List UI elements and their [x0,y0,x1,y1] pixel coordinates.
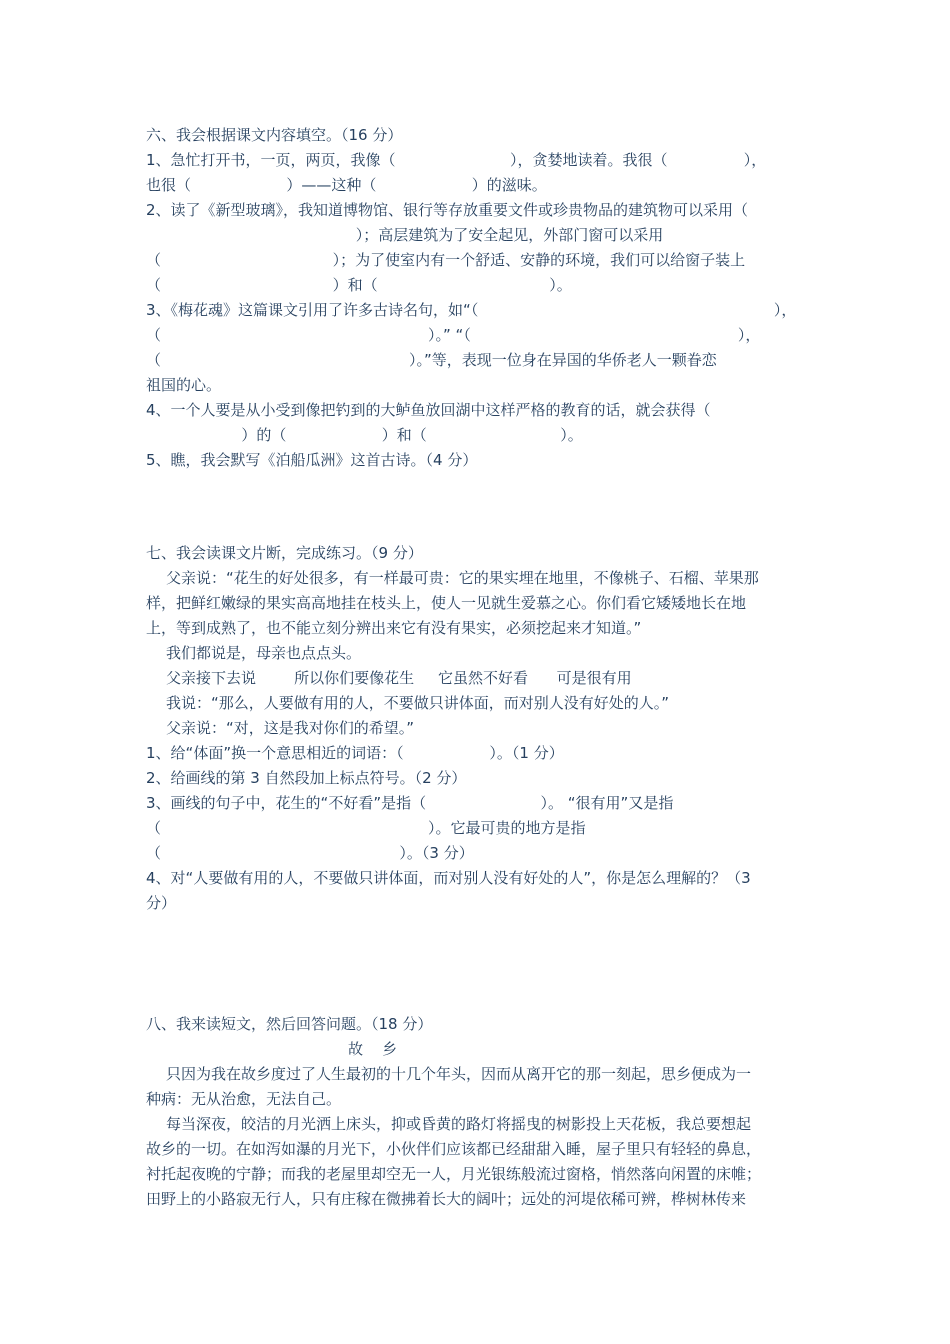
section6-line-13: 5、瞧，我会默写《泊船瓜洲》这首古诗。（4 分） [146,451,478,469]
section7-passage-2: 样，把鲜红嫩绿的果实高高地挂在枝头上，使人一见就生爱慕之心。你们看它矮矮地长在地 [146,594,747,612]
section7-passage-3: 上，等到成熟了，也不能立刻分辨出来它有没有果实，必须挖起来才知道。” [146,619,642,637]
section8-passage-4: 故乡的一切。在如泻如瀑的月光下，小伙伴们应该都已经甜甜入睡，屋子里只有轻轻的鼻息， [146,1140,762,1158]
section7-question-3: 3、画线的句子中，花生的“不好看”是指（ ）。 “很有用”又是指 [146,794,674,812]
section8-article-title: 故 乡 [348,1040,398,1058]
section6-line-5: （ ）；为了使室内有一个舒适、安静的环境，我们可以给窗子装上 [146,251,746,269]
section6-line-3: 2、读了《新型玻璃》，我知道博物馆、银行等存放重要文件或珍贵物品的建筑物可以采用（ [146,201,749,219]
section8-passage-2: 种病：无从治愈，无法自己。 [146,1090,342,1108]
section6-line-2: 也很（ ）——这种（ ）的滋味。 [146,176,547,194]
section6-line-9: （ ）。”等，表现一位身在异国的华侨老人一颗眷恋 [146,351,717,369]
section8-passage-3: 每当深夜，皎洁的月光洒上床头，抑或昏黄的路灯将摇曳的树影投上天花板，我总要想起 [166,1115,752,1133]
section7-question-4: 4、对“人要做有用的人，不要做只讲体面，而对别人没有好处的人”，你是怎么理解的？（3 [146,869,751,887]
section7-question-3-cont-1: （ ）。它最可贵的地方是指 [146,819,586,837]
section6-line-11: 4、一个人要是从小受到像把钓到的大鲈鱼放回湖中这样严格的教育的话，就会获得（ [146,401,711,419]
section7-passage-5: 父亲接下去说 所以你们要像花生 它虽然不好看 可是很有用 [166,669,632,687]
section8-passage-5: 衬托起夜晚的宁静；而我的老屋里却空无一人，月光银练般流过窗格，悄然落向闲置的床帷； [146,1165,762,1183]
section7-question-1: 1、给“体面”换一个意思相近的词语：（ ）。（1 分） [146,744,564,762]
section6-line-12: ）的（ ）和（ ）。 [146,426,583,444]
section6-line-10: 祖国的心。 [146,376,222,394]
section7-question-2: 2、给画线的第 3 自然段加上标点符号。（2 分） [146,769,467,787]
section7-heading: 七、我会读课文片断，完成练习。（9 分） [146,544,423,562]
section7-passage-6: 我说：“那么，人要做有用的人，不要做只讲体面，而对别人没有好处的人。” [166,694,670,712]
section7-question-3-cont-2: （ ）。（3 分） [146,844,474,862]
section6-line-6: （ ）和（ ）。 [146,276,572,294]
section6-line-8: （ ）。” “（ ）， [146,326,761,344]
section6-heading: 六、我会根据课文内容填空。（16 分） [146,126,403,144]
section6-line-4: ）；高层建筑为了安全起见，外部门窗可以采用 [146,226,664,244]
section7-passage-4: 我们都说是，母亲也点点头。 [166,644,362,662]
section7-passage-1: 父亲说：“花生的好处很多，有一样最可贵：它的果实埋在地里，不像桃子、石榴、苹果那 [166,569,759,587]
section8-passage-1: 只因为我在故乡度过了人生最初的十几个年头，因而从离开它的那一刻起，思乡便成为一 [166,1065,752,1083]
section7-passage-7: 父亲说：“对，这是我对你们的希望。” [166,719,415,737]
section6-line-7: 3、《梅花魂》这篇课文引用了许多古诗名句，如“（ ）， [146,301,797,319]
section8-passage-6: 田野上的小路寂无行人，只有庄稼在微拂着长大的阔叶；远处的河堤依稀可辨，桦树林传来 [146,1190,747,1208]
section7-question-4-cont: 分） [146,894,177,912]
section6-line-1: 1、急忙打开书，一页，两页，我像（ ），贪婪地读着。我很（ ）， [146,151,767,169]
section8-heading: 八、我来读短文，然后回答问题。（18 分） [146,1015,433,1033]
